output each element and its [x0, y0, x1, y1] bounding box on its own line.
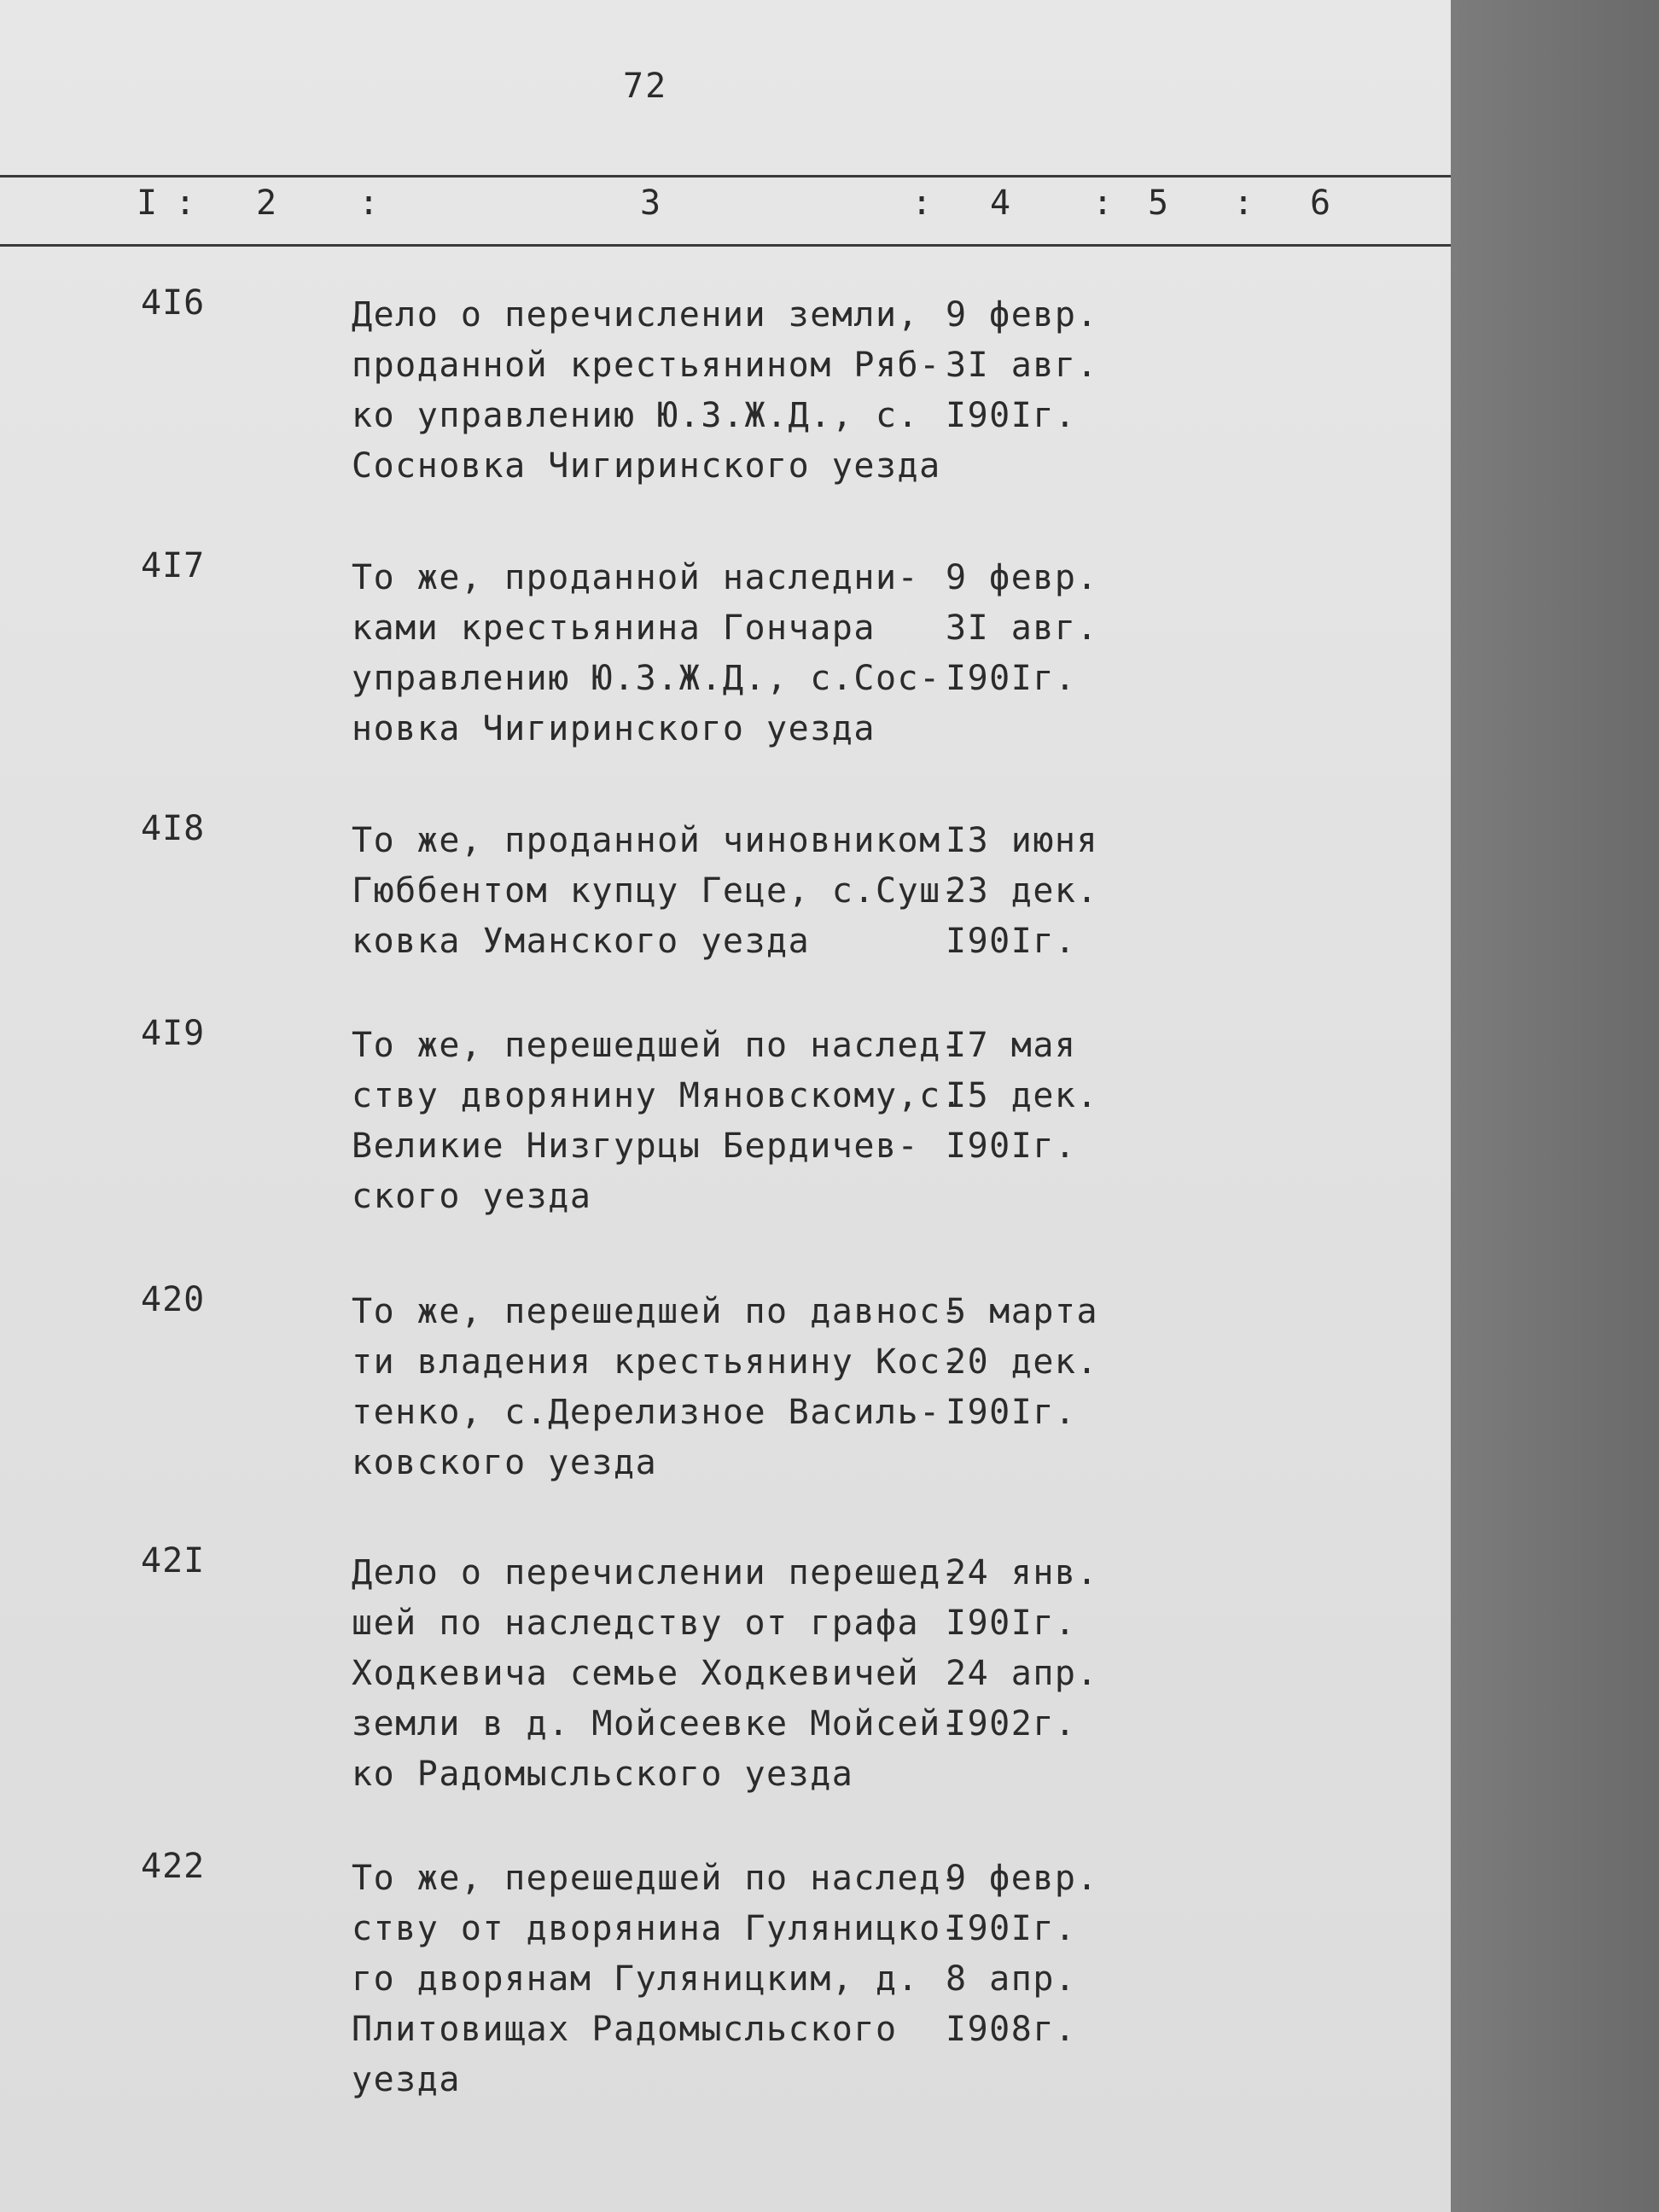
description-line: земли в д. Мойсеевке Мойсей-: [352, 1704, 963, 1743]
record-dates: [946, 553, 1133, 704]
header-top-rule: [0, 175, 1451, 178]
column-header-2: 2: [256, 183, 277, 223]
date-line: 24 апр.: [946, 1654, 1099, 1693]
column-header-6: 6: [1310, 183, 1331, 223]
record-description: [352, 1287, 963, 1488]
date-line: I3 июня: [946, 821, 1099, 860]
description-line: ковка Уманского уезда: [352, 922, 811, 961]
description-line: Плитовищах Радомысльского: [352, 2010, 898, 2049]
date-line: 24 янв.: [946, 1553, 1099, 1592]
description-line: То же, перешедшей по наслед-: [352, 1859, 963, 1898]
description-line: ками крестьянина Гончара: [352, 608, 876, 648]
record-dates: [946, 290, 1133, 441]
date-line: I90Iг.: [946, 1604, 1077, 1643]
description-line: Дело о перечислении земли,: [352, 295, 920, 335]
date-line: I7 мая: [946, 1026, 1077, 1065]
description-line: уезда: [352, 2060, 461, 2099]
record-number: 4I7: [141, 546, 206, 585]
description-line: Сосновка Чигиринского уезда: [352, 446, 941, 486]
description-line: управлению Ю.З.Ж.Д., с.Сос-: [352, 659, 941, 698]
date-line: I90Iг.: [946, 1393, 1077, 1432]
description-line: Гюббентом купцу Геце, с.Суш-: [352, 871, 963, 911]
date-line: 9 февр.: [946, 295, 1099, 335]
description-line: Ходкевича семье Ходкевичей: [352, 1654, 920, 1693]
date-line: I90Iг.: [946, 922, 1077, 961]
record-description: [352, 1548, 963, 1800]
record-dates: [946, 1287, 1133, 1438]
column-header-5: 5: [1148, 183, 1169, 223]
date-line: 8 апр.: [946, 1959, 1077, 1999]
description-line: новка Чигиринского уезда: [352, 709, 876, 748]
column-separator: :: [911, 183, 933, 223]
description-line: ковского уезда: [352, 1443, 658, 1482]
record-number: 4I8: [141, 809, 206, 848]
description-line: То же, проданной чиновником: [352, 821, 941, 860]
date-line: 9 февр.: [946, 558, 1099, 597]
record-description: [352, 1021, 963, 1222]
date-line: I90Iг.: [946, 659, 1077, 698]
record-description: [352, 553, 940, 754]
date-line: I90Iг.: [946, 1126, 1077, 1166]
date-line: 20 дек.: [946, 1342, 1099, 1382]
record-description: [352, 290, 940, 492]
column-separator: :: [1092, 183, 1114, 223]
description-line: го дворянам Гуляницким, д.: [352, 1959, 920, 1999]
date-line: I90Iг.: [946, 1909, 1077, 1948]
record-number: 42I: [141, 1541, 206, 1580]
record-number: 4I6: [141, 283, 206, 323]
date-line: 3I авг.: [946, 608, 1099, 648]
date-line: 5 марта: [946, 1292, 1099, 1331]
description-line: ству от дворянина Гуляницко-: [352, 1909, 963, 1948]
date-line: I5 дек.: [946, 1076, 1099, 1115]
date-line: 3I авг.: [946, 346, 1099, 385]
description-line: Великие Низгурцы Бердичев-: [352, 1126, 920, 1166]
description-line: То же, проданной наследни-: [352, 558, 920, 597]
column-separator: :: [1233, 183, 1254, 223]
description-line: ко управлению Ю.З.Ж.Д., с.: [352, 396, 920, 435]
date-line: I908г.: [946, 2010, 1077, 2049]
column-separator: :: [175, 183, 196, 223]
record-description: [352, 816, 963, 967]
column-header-4: 4: [990, 183, 1011, 223]
date-line: 9 февр.: [946, 1859, 1099, 1898]
record-dates: [946, 1548, 1133, 1749]
description-line: ству дворянину Мяновскому,с.: [352, 1076, 963, 1115]
column-header-3: 3: [640, 183, 661, 223]
record-dates: [946, 816, 1133, 967]
column-separator: :: [358, 183, 380, 223]
description-line: То же, перешедшей по давнос-: [352, 1292, 963, 1331]
header-bottom-rule: [0, 244, 1451, 247]
record-number: 4I9: [141, 1014, 206, 1053]
description-line: ко Радомысльского уезда: [352, 1755, 854, 1794]
description-line: тенко, с.Дерелизное Василь-: [352, 1393, 941, 1432]
description-line: Дело о перечислении перешед-: [352, 1553, 963, 1592]
date-line: I90Iг.: [946, 396, 1077, 435]
description-line: ти владения крестьянину Кос-: [352, 1342, 963, 1382]
page-number: 72: [623, 67, 668, 106]
date-line: 23 дек.: [946, 871, 1099, 911]
background-surface: [1451, 0, 1659, 2212]
description-line: ского уезда: [352, 1177, 592, 1216]
record-dates: [946, 1021, 1133, 1172]
record-description: [352, 1854, 963, 2105]
description-line: шей по наследству от графа: [352, 1604, 920, 1643]
date-line: I902г.: [946, 1704, 1077, 1743]
description-line: проданной крестьянином Ряб-: [352, 346, 941, 385]
description-line: То же, перешедшей по наслед-: [352, 1026, 963, 1065]
record-number: 422: [141, 1847, 206, 1886]
record-number: 420: [141, 1280, 206, 1319]
column-header-1: I: [137, 183, 158, 223]
record-dates: [946, 1854, 1133, 2055]
